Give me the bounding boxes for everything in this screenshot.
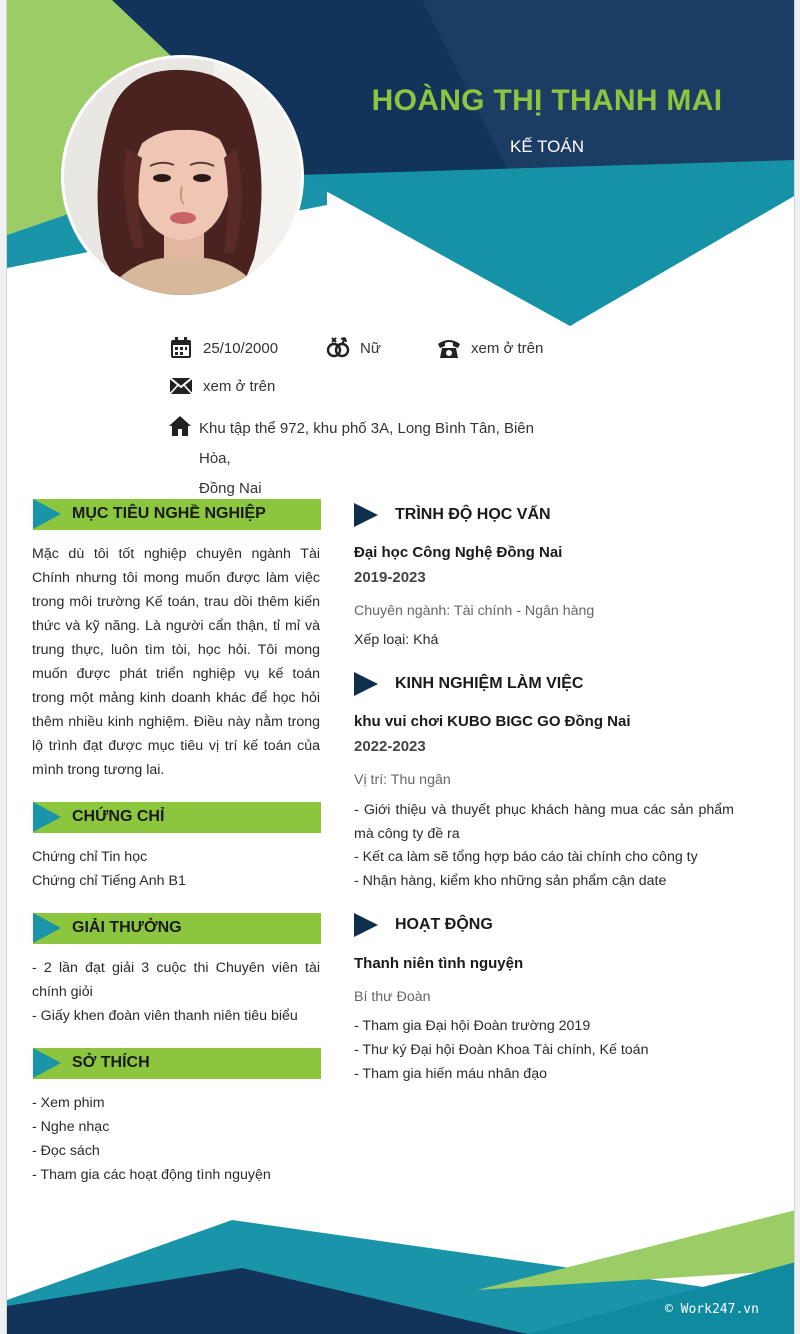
education-years: 2019-2023 <box>354 569 426 586</box>
calendar-icon <box>169 336 193 360</box>
activities-list <box>354 1014 648 1086</box>
profile-photo <box>61 55 304 298</box>
candidate-title: KẾ TOÁN <box>509 137 584 156</box>
watermark: © Work247.vn <box>665 1302 759 1317</box>
experience-years: 2022-2023 <box>354 738 426 755</box>
email-icon <box>169 374 193 398</box>
cv-page: HOÀNG THỊ THANH MAI KẾ TOÁN 25/10/2000 Nữ xem ở trên xem ở trên Khu tập thể 972, khu phố 3A, Long Bình Tân, Biên Hòa, Đồng Nai MỤC TIÊU NGHỀ NGHIỆP Mặc dù tôi tốt nghiệp chuyên ngành Tài Chính nhưng tôi mong muốn được làm việc trong môi trường Kế toán, trau dồi thêm kiến thức và kỹ năng. Là người cẩn thận, tỉ mỉ và trung thực, luôn tìm tòi, học hỏi. Tôi mong muốn được phát triển nghiệp vụ kế toán trong một mảng kinh doanh khác để học hỏi thêm nhiều kinh nghiệm. Điều này nằm trong lộ trình đạt được mục tiêu vị trí kế toán của mình trong tương lai. CHỨNG CHỈ Chứng chỉ Tin học Chứng chỉ Tiếng Anh B1 GIẢI THƯỞNG - 2 lần đạt giải 3 cuộc thi Chuyên viên tài chính giỏi - Giấy khen đoàn viên thanh niên tiêu biểu SỞ THÍCH - Xem phim - Nghe nhạc - Đọc sách - Tham gia các hoạt động tình nguyện TRÌNH ĐỘ HỌC VẤN Đại học Công Nghệ Đồng Nai 2019-2023 Chuyên ngành: Tài chính - Ngân hàng Xếp loại: Khá KINH NGHIỆM LÀM VIỆC khu vui chơi KUBO BIGC GO Đồng Nai 2022-2023 Vị trí: Thu ngân - Giới thiệu và thuyết phục khách hàng mua các sản phẩm mà công ty đề ra - Kết ca làm sẽ tổng hợp báo cáo tài chính cho công ty - Nhận hàng, kiểm kho những sản phẩm cận date HOẠT ĐỘNG Thanh niên tình nguyện Bí thư Đoàn - Tham gia Đại hội Đoàn trường 2019 - Thư ký Đại hội Đoàn Khoa Tài chính, Kế toán - Tham gia hiến máu nhân đạo © Work247.vn <box>6 0 795 1334</box>
list-item: - Đọc sách <box>32 1143 100 1159</box>
award-item: - Giấy khen đoàn viên thanh niên tiêu biểu <box>32 1008 298 1024</box>
list-item: - Tham gia các hoạt động tình nguyện <box>32 1167 271 1183</box>
experience-position: Vị trí: Thu ngân <box>354 772 451 788</box>
phone-value: xem ở trên <box>471 339 544 357</box>
candidate-name: HOÀNG THỊ THANH MAI <box>371 84 723 117</box>
birthday-row <box>169 336 278 360</box>
list-item: - Tham gia Đại hội Đoàn trường 2019 <box>354 1018 591 1034</box>
duty-item: - Giới thiệu và thuyết phục khách hàng mua các sản phẩm mà công ty đề ra <box>354 802 734 842</box>
duty-item: - Kết ca làm sẽ tổng hợp báo cáo tài chính cho công ty <box>354 849 698 865</box>
email-value: xem ở trên <box>203 377 276 395</box>
school-name: Đại học Công Nghệ Đồng Nai <box>354 544 563 561</box>
activity-org: Thanh niên tình nguyện <box>354 955 524 972</box>
hobbies-list <box>32 1091 271 1187</box>
hobbies-heading: SỞ THÍCH <box>33 1048 321 1079</box>
phone-icon <box>437 336 461 360</box>
list-item: - Tham gia hiến máu nhân đạo <box>354 1066 547 1082</box>
duty-item: - Nhận hàng, kiểm kho những sản phẩm cận date <box>354 873 667 889</box>
gender-value: Nữ <box>360 339 381 357</box>
phone-row <box>437 336 543 360</box>
gender-row <box>326 336 381 360</box>
section-arrow-icon <box>33 802 61 832</box>
list-item: - Thư ký Đại hội Đoàn Khoa Tài chính, Kế toán <box>354 1042 649 1058</box>
objective-heading: MỤC TIÊU NGHỀ NGHIỆP <box>33 499 321 530</box>
award-item: - 2 lần đạt giải 3 cuộc thi Chuyên viên tài chính giỏi <box>32 960 320 1000</box>
list-item: - Nghe nhạc <box>32 1119 110 1135</box>
education-major: Chuyên ngành: Tài chính - Ngân hàng <box>354 603 595 619</box>
certificates-heading: CHỨNG CHỈ <box>33 802 321 833</box>
activity-role: Bí thư Đoàn <box>354 989 431 1005</box>
section-arrow-icon <box>354 913 378 937</box>
email-row <box>169 374 275 398</box>
section-arrow-icon <box>33 913 61 943</box>
awards-heading: GIẢI THƯỞNG <box>33 913 321 944</box>
address-row <box>169 414 569 504</box>
address-line-2: Đồng Nai <box>199 480 262 497</box>
section-arrow-icon <box>33 1048 61 1078</box>
address-line-1: Khu tập thể 972, khu phố 3A, Long Bình Tân, Biên Hòa, <box>199 420 534 467</box>
section-arrow-icon <box>354 503 378 527</box>
company-name: khu vui chơi KUBO BIGC GO Đồng Nai <box>354 713 631 730</box>
list-item: Chứng chỉ Tiếng Anh B1 <box>32 873 186 889</box>
certificates-list <box>32 845 186 893</box>
list-item: - Xem phim <box>32 1095 105 1111</box>
education-grade: Xếp loại: Khá <box>354 632 439 648</box>
home-icon <box>169 415 193 439</box>
objective-text: Mặc dù tôi tốt nghiệp chuyên ngành Tài Chính nhưng tôi mong muốn được làm việc trong môi trường Kế toán, trau dồi thêm kiến thức và kỹ năng. Là người cẩn thận, tỉ mỉ và trung thực, luôn tìm tòi, học hỏi. Tôi mong muốn được phát triển nghiệp vụ kế toán trong một mảng kinh doanh khác để học hỏi thêm nhiều kinh nghiệm. Điều này nằm trong lộ trình đạt được mục tiêu vị trí kế toán của mình trong tương lai. <box>32 546 320 778</box>
birthday-value: 25/10/2000 <box>203 339 279 357</box>
section-arrow-icon <box>33 499 61 529</box>
gender-icon <box>326 336 350 360</box>
section-arrow-icon <box>354 672 378 696</box>
list-item: Chứng chỉ Tin học <box>32 849 148 865</box>
